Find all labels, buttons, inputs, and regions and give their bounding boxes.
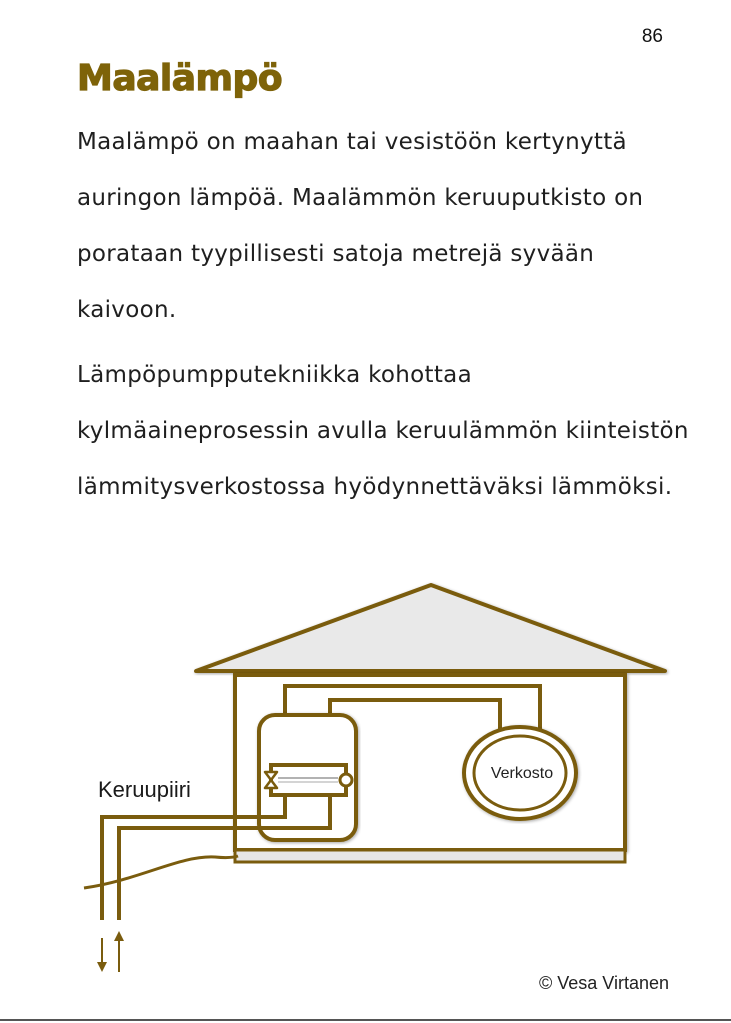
compressor-icon [340, 774, 352, 786]
collector-label: Keruupiiri [98, 777, 191, 802]
refrigerant-loop [271, 765, 346, 795]
house-roof [196, 585, 665, 671]
paragraph-2: Lämpöpumpputekniikka kohottaa kylmäaineprosessin avulla keruulämmön kiinteistön lämmitysverkostossa hyödynnettäväksi lämmöksi. [77, 362, 689, 500]
flow-up-arrow-icon [114, 931, 124, 941]
paragraph-1: Maalämpö on maahan tai vesistöön kertynyttä auringon lämpöä. Maalämmön keruuputkisto on porataan tyypillisesti satoja metrejä syvään kaivoon. [77, 129, 644, 323]
page-title: Maalämpö [77, 58, 283, 99]
house-floor [235, 850, 625, 862]
flow-down-arrow-icon [97, 962, 107, 972]
copyright: © Vesa Virtanen [538, 973, 669, 993]
page-number: 86 [641, 26, 663, 47]
ground-line [84, 856, 238, 888]
network-label: Verkosto [490, 765, 554, 782]
bottom-rule [0, 1019, 731, 1021]
ground-source-heat-diagram [0, 570, 731, 980]
